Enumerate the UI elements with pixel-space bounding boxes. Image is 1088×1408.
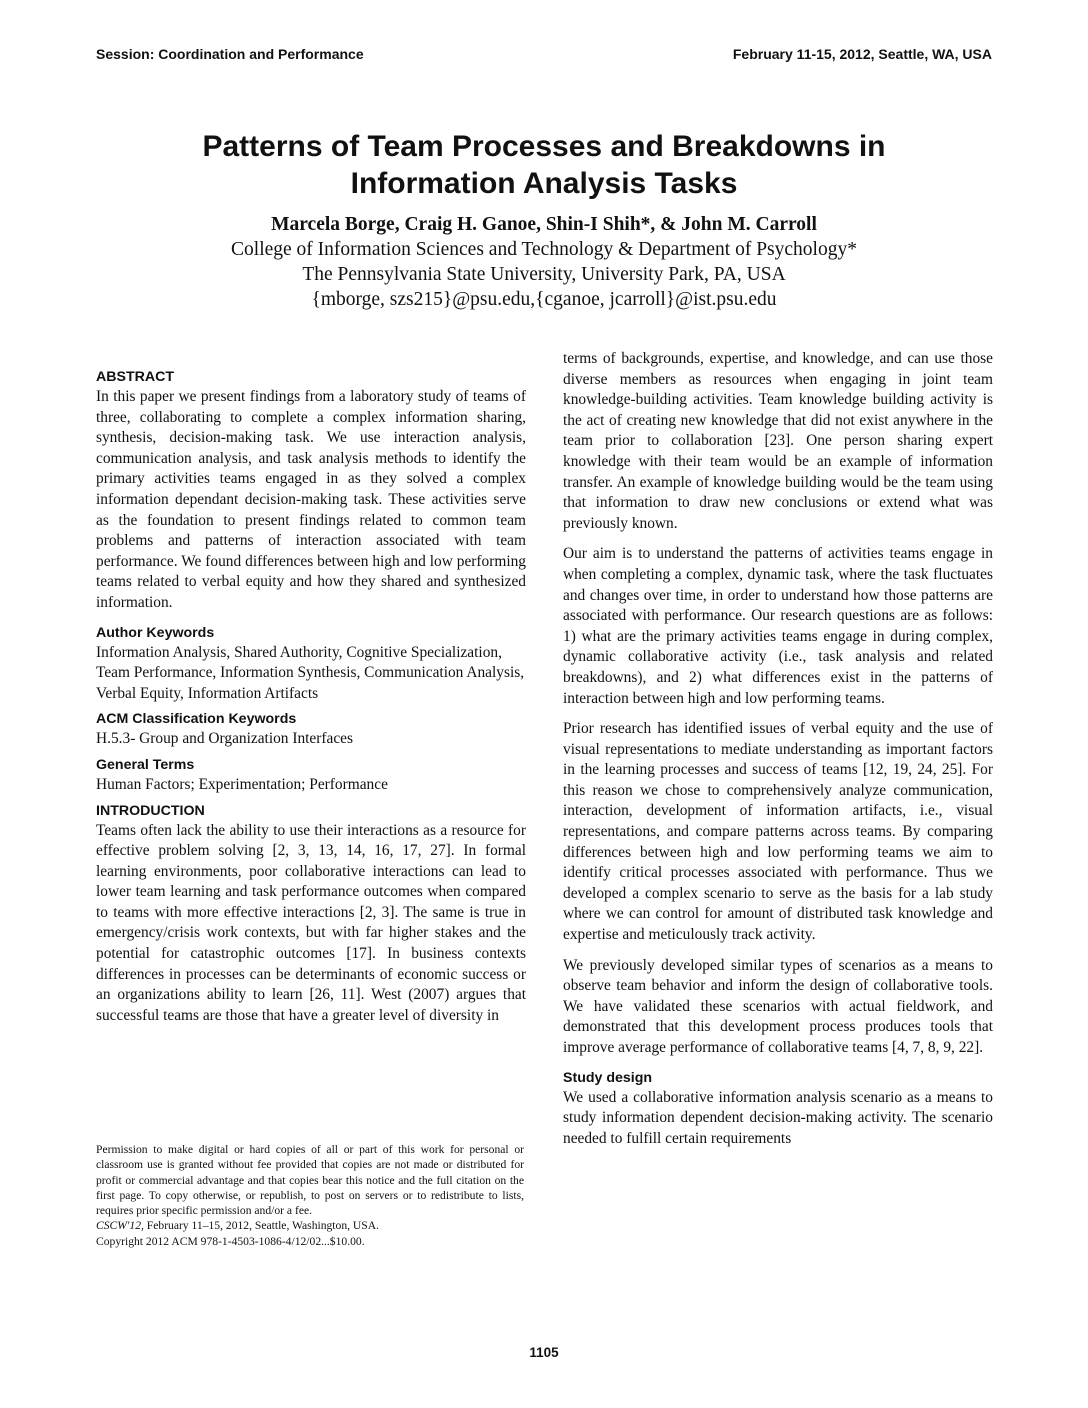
venue-line xyxy=(96,1218,524,1233)
general-terms-heading: General Terms xyxy=(96,756,195,773)
paragraph-aim: Our aim is to understand the patterns of activities teams engage in when completing a complex, dynamic task, where the task fluctuates and changes over time, in order to understand how those patterns are associated with performance. Our research questions are as follows: 1) what are the primary activities teams engage in during complex, dynamic collaborative activity (i.e., task analysis and related breakdowns), and 2) what differences exist in the patterns of interaction between high and low performing teams. xyxy=(563,545,993,707)
paragraph-previous-scenarios: We previously developed similar types of scenarios as a means to observe team behavior and inform the design of collaborative tools. We have validated these scenarios with actual fieldwork, and demonstrated that this development process produces tools that improve average performance of collaborative teams [4, 7, 8, 9, 22]. xyxy=(563,956,993,1056)
paper-title xyxy=(96,128,992,202)
left-column xyxy=(96,368,526,1036)
introduction-heading: INTRODUCTION xyxy=(96,802,205,819)
affiliation-line-1: College of Information Sciences and Technology & Department of Psychology* xyxy=(231,239,857,260)
running-header xyxy=(96,46,992,66)
author-keywords-heading: Author Keywords xyxy=(96,624,215,641)
acm-heading: ACM Classification Keywords xyxy=(96,711,297,728)
affiliation-line-2: The Pennsylvania State University, University Park, PA, USA xyxy=(302,264,786,285)
copyright-line: Copyright 2012 ACM 978-1-4503-1086-4/12/02...$10.00. xyxy=(96,1234,365,1248)
abstract-heading: ABSTRACT xyxy=(96,369,175,385)
session-label: Session: Coordination and Performance xyxy=(96,46,364,62)
page-number: 1105 xyxy=(529,1345,559,1360)
right-column xyxy=(563,349,993,1159)
title-line-2: Information Analysis Tasks xyxy=(350,167,738,200)
affiliation-block xyxy=(96,237,992,312)
author-keywords-text: Information Analysis, Shared Authority, Cognitive Specialization, Team Performance, Information Synthesis, Communication Analysis, Verbal Equity, Information Artifacts xyxy=(96,643,525,702)
introduction-text: Teams often lack the ability to use their interactions as a resource for effective problem solving [2, 3, 13, 14, 16, 17, 27]. In formal learning environments, poor collaborative interactions can lead to lower team learning and task performance outcomes when compared to teams with more effective interactions [2, 3]. The same is true in emergency/crisis work contexts, but with far higher stakes and the potential for catastrophic outcomes [17]. In business contexts differences in processes can be determinants of economic success or an organizations ability to learn [26, 11]. West (2007) argues that successful teams are those that have a greater level of diversity in xyxy=(96,821,526,1024)
permission-text: Permission to make digital or hard copies of all or part of this work for personal or classroom use is granted without fee provided that copies are not made or distributed for profit or commercial advantage and that copies bear this notice and the full citation on the first page. To copy otherwise, or republish, to post on servers or to redistribute to lists, requires prior specific permission and/or a fee. xyxy=(96,1143,524,1218)
author-list: Marcela Borge, Craig H. Ganoe, Shin-I Shih*, & John M. Carroll xyxy=(271,214,817,235)
abstract-text: In this paper we present findings from a laboratory study of teams of three, collaborating to complete a complex information sharing, synthesis, decision-making task. We use interaction analysis, communication analysis, and task analysis methods to identify the primary activities teams engaged in as they solved a complex information dependant decision-making task. These activities serve as the foundation to present findings related to common team problems and patterns of interaction associated with team performance. We found differences between high and low performing teams related to verbal equity and how they shared and synthesized information. xyxy=(96,388,526,611)
permission-footnote xyxy=(96,1142,524,1249)
acm-text: H.5.3- Group and Organization Interfaces xyxy=(96,730,353,748)
affiliation-line-3: {mborge, szs215}@psu.edu,{cganoe, jcarroll}@ist.psu.edu xyxy=(311,289,777,310)
title-line-1: Patterns of Team Processes and Breakdowns in xyxy=(202,130,886,163)
conference-label: February 11-15, 2012, Seattle, WA, USA xyxy=(732,46,992,62)
paragraph-prior-research: Prior research has identified issues of verbal equity and the use of visual representations to mediate understanding as important factors in the learning processes and success of teams [12, 19, 24, 25]. For this reason we chose to comprehensively analyze communication, interaction, development of information artifacts, i.e., visual representations, and compare patterns across teams. By comparing differences between high and low performing teams we aim to identify critical processes associated with performance. Thus we developed a complex scenario to serve as the basis for a lab study where we can control for amount of distributed task knowledge and expertise and meticulously track activity. xyxy=(563,720,993,944)
paragraph-diversity: terms of backgrounds, expertise, and knowledge, and can use those diverse members as resources when engaging in joint team knowledge-building activities. Team knowledge building activity is the act of creating new knowledge that did not exist anywhere in the team prior to collaboration [23]. One person sharing expert knowledge with their team would be an example of information transfer. An example of knowledge building would be the team using that information to draw new conclusions or extend what was previously known. xyxy=(563,350,993,532)
study-design-heading: Study design xyxy=(563,1069,653,1086)
venue-name: CSCW'12, xyxy=(96,1219,144,1233)
venue-details: February 11–15, 2012, Seattle, Washington, USA. xyxy=(143,1219,380,1233)
study-design-text: We used a collaborative information analysis scenario as a means to study information dependent decision-making activity. The scenario needed to fulfill certain requirements xyxy=(563,1088,993,1147)
general-terms-text: Human Factors; Experimentation; Performance xyxy=(96,775,388,793)
